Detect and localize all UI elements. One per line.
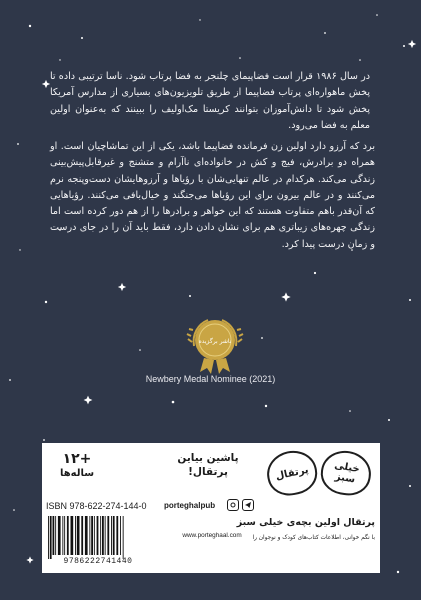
barcode-bar xyxy=(100,516,101,555)
telegram-icon xyxy=(242,499,254,511)
barcode-bar xyxy=(48,516,49,559)
barcode-bar xyxy=(97,516,99,555)
publisher-sub-caption: با نگم خوانی، اطلاعات کتاب‌های کودک و نوجوان را xyxy=(252,535,375,541)
barcode-bar xyxy=(58,516,61,555)
star-dot xyxy=(81,37,83,39)
publisher-info-panel xyxy=(42,443,380,573)
barcode-bar xyxy=(111,516,112,555)
star-icon xyxy=(281,292,290,301)
star-dot xyxy=(403,45,405,47)
instagram-icon xyxy=(227,499,239,511)
star-dot xyxy=(17,143,19,145)
barcode-bar xyxy=(53,516,55,555)
star-dot xyxy=(397,571,399,573)
barcode-bar xyxy=(113,516,115,555)
star-icon xyxy=(118,283,126,291)
slogan-block xyxy=(162,451,254,487)
barcode-bar xyxy=(67,516,69,555)
barcode-bar xyxy=(71,516,74,555)
award-medal-icon xyxy=(186,316,244,380)
star-dot xyxy=(359,59,361,61)
social-icons xyxy=(227,499,254,511)
barcode-bar xyxy=(102,516,104,555)
barcode-bar xyxy=(81,516,83,555)
star-dot xyxy=(45,301,47,303)
star-dot xyxy=(199,19,200,20)
khilisabz-logo-text: خیلی سبز xyxy=(333,459,361,486)
star-dot xyxy=(59,59,60,60)
barcode-bar xyxy=(64,516,65,555)
star-dot xyxy=(349,410,351,412)
star-dot xyxy=(29,25,31,27)
age-rating-number: +۱۲ xyxy=(62,451,92,467)
star-dot xyxy=(172,401,175,404)
social-handle: porteghalpub xyxy=(164,501,216,510)
star-dot xyxy=(239,57,241,59)
barcode-bar xyxy=(55,516,56,555)
barcode-bar xyxy=(116,516,118,555)
age-rating-label: ساله‌ها xyxy=(59,468,95,479)
barcode-bar xyxy=(62,516,63,555)
star-dot xyxy=(189,295,191,297)
barcode-digits: 9786222741440 xyxy=(63,557,133,566)
porteghal-logo xyxy=(263,446,321,499)
star-icon xyxy=(408,40,416,48)
barcode-bar xyxy=(50,516,52,559)
social-block xyxy=(162,497,258,523)
barcode-bar xyxy=(123,516,124,559)
porteghal-logo-text: پرتقال xyxy=(274,464,310,482)
star-dot xyxy=(43,439,45,441)
star-dot xyxy=(388,419,390,421)
star-dot xyxy=(139,349,141,351)
barcode xyxy=(46,516,150,559)
star-dot xyxy=(324,32,326,34)
barcode-bar xyxy=(94,516,95,555)
barcode-bar xyxy=(91,516,93,555)
barcode-bar xyxy=(75,516,76,555)
star-dot xyxy=(265,405,267,407)
star-dot xyxy=(314,272,316,274)
slogan-line-2: پرتقال! xyxy=(188,466,228,478)
barcode-bar xyxy=(89,516,90,555)
star-dot xyxy=(376,14,378,16)
publisher-website: www.porteghaal.com xyxy=(182,532,242,539)
barcode-bar xyxy=(120,516,121,555)
medal-label: ناشر برگزیده xyxy=(198,338,232,345)
star-dot xyxy=(409,485,411,487)
star-dot xyxy=(19,249,20,250)
star-icon xyxy=(84,396,93,405)
publisher-caption: پرتقال اولین بچه‌ی خیلی سبز xyxy=(236,517,375,528)
barcode-bar xyxy=(107,516,109,555)
barcode-bar xyxy=(85,516,88,555)
slogan-line-1: پاشین بیاین xyxy=(177,452,239,464)
newbery-nominee-label: Newbery Medal Nominee (2021) xyxy=(145,374,276,384)
star-dot xyxy=(261,337,263,339)
synopsis-paragraph-2: برد که آرزو دارد اولین زن فرمانده فضاپیما باشد، یکی از این تماشاچیان است. او همراه دو برادرش، فیج و کش در خانواده‌ای ناآرام و متشنج و غیرقابل‌پیش‌بینی زندگی می‌کند. هرکدام در عالم تنهایی‌شان با رؤیاها و آرزوهایشان دست‌وپنجه نرم می‌کنند و در عالم بیرون برای این رؤیاها می‌جنگند و خیال‌بافی می‌کنند. رؤیاهایی که آن‌قدر باهم متفاوت هستند که این خواهر و برادرها را از هم دور کرده است اما زندگی چهره‌های زیباتری هم برای نشان دادن دارد، فقط باید آن را در جای درست و زمان درست پیدا کرد. xyxy=(50,141,375,250)
star-dot xyxy=(409,299,411,301)
star-icon xyxy=(26,556,33,563)
age-rating-block xyxy=(46,451,108,487)
barcode-bar xyxy=(105,516,106,555)
barcode-bar xyxy=(77,516,80,555)
publisher-logo-block xyxy=(236,447,377,567)
isbn-label: ISBN 978-622-274-144-0 xyxy=(46,501,147,511)
khilisabz-logo xyxy=(318,447,375,499)
star-icon xyxy=(42,80,50,88)
synopsis-paragraph-1: در سال ۱۹۸۶ قرار است فضاپیمای چلنجر به فضا پرتاب شود. ناسا ترتیبی داده تا پخش ماهواره‌ای پرتاب فضاپیما از طریق تلویزیون‌های بسیاری از مدارس آمریکا پخش شود تا دانش‌آموزان بتوانند کریستا مک‌اولیف را ببینند که به‌عنوان اولین معلم به فضا می‌رود. xyxy=(50,71,371,131)
star-dot xyxy=(13,509,15,511)
